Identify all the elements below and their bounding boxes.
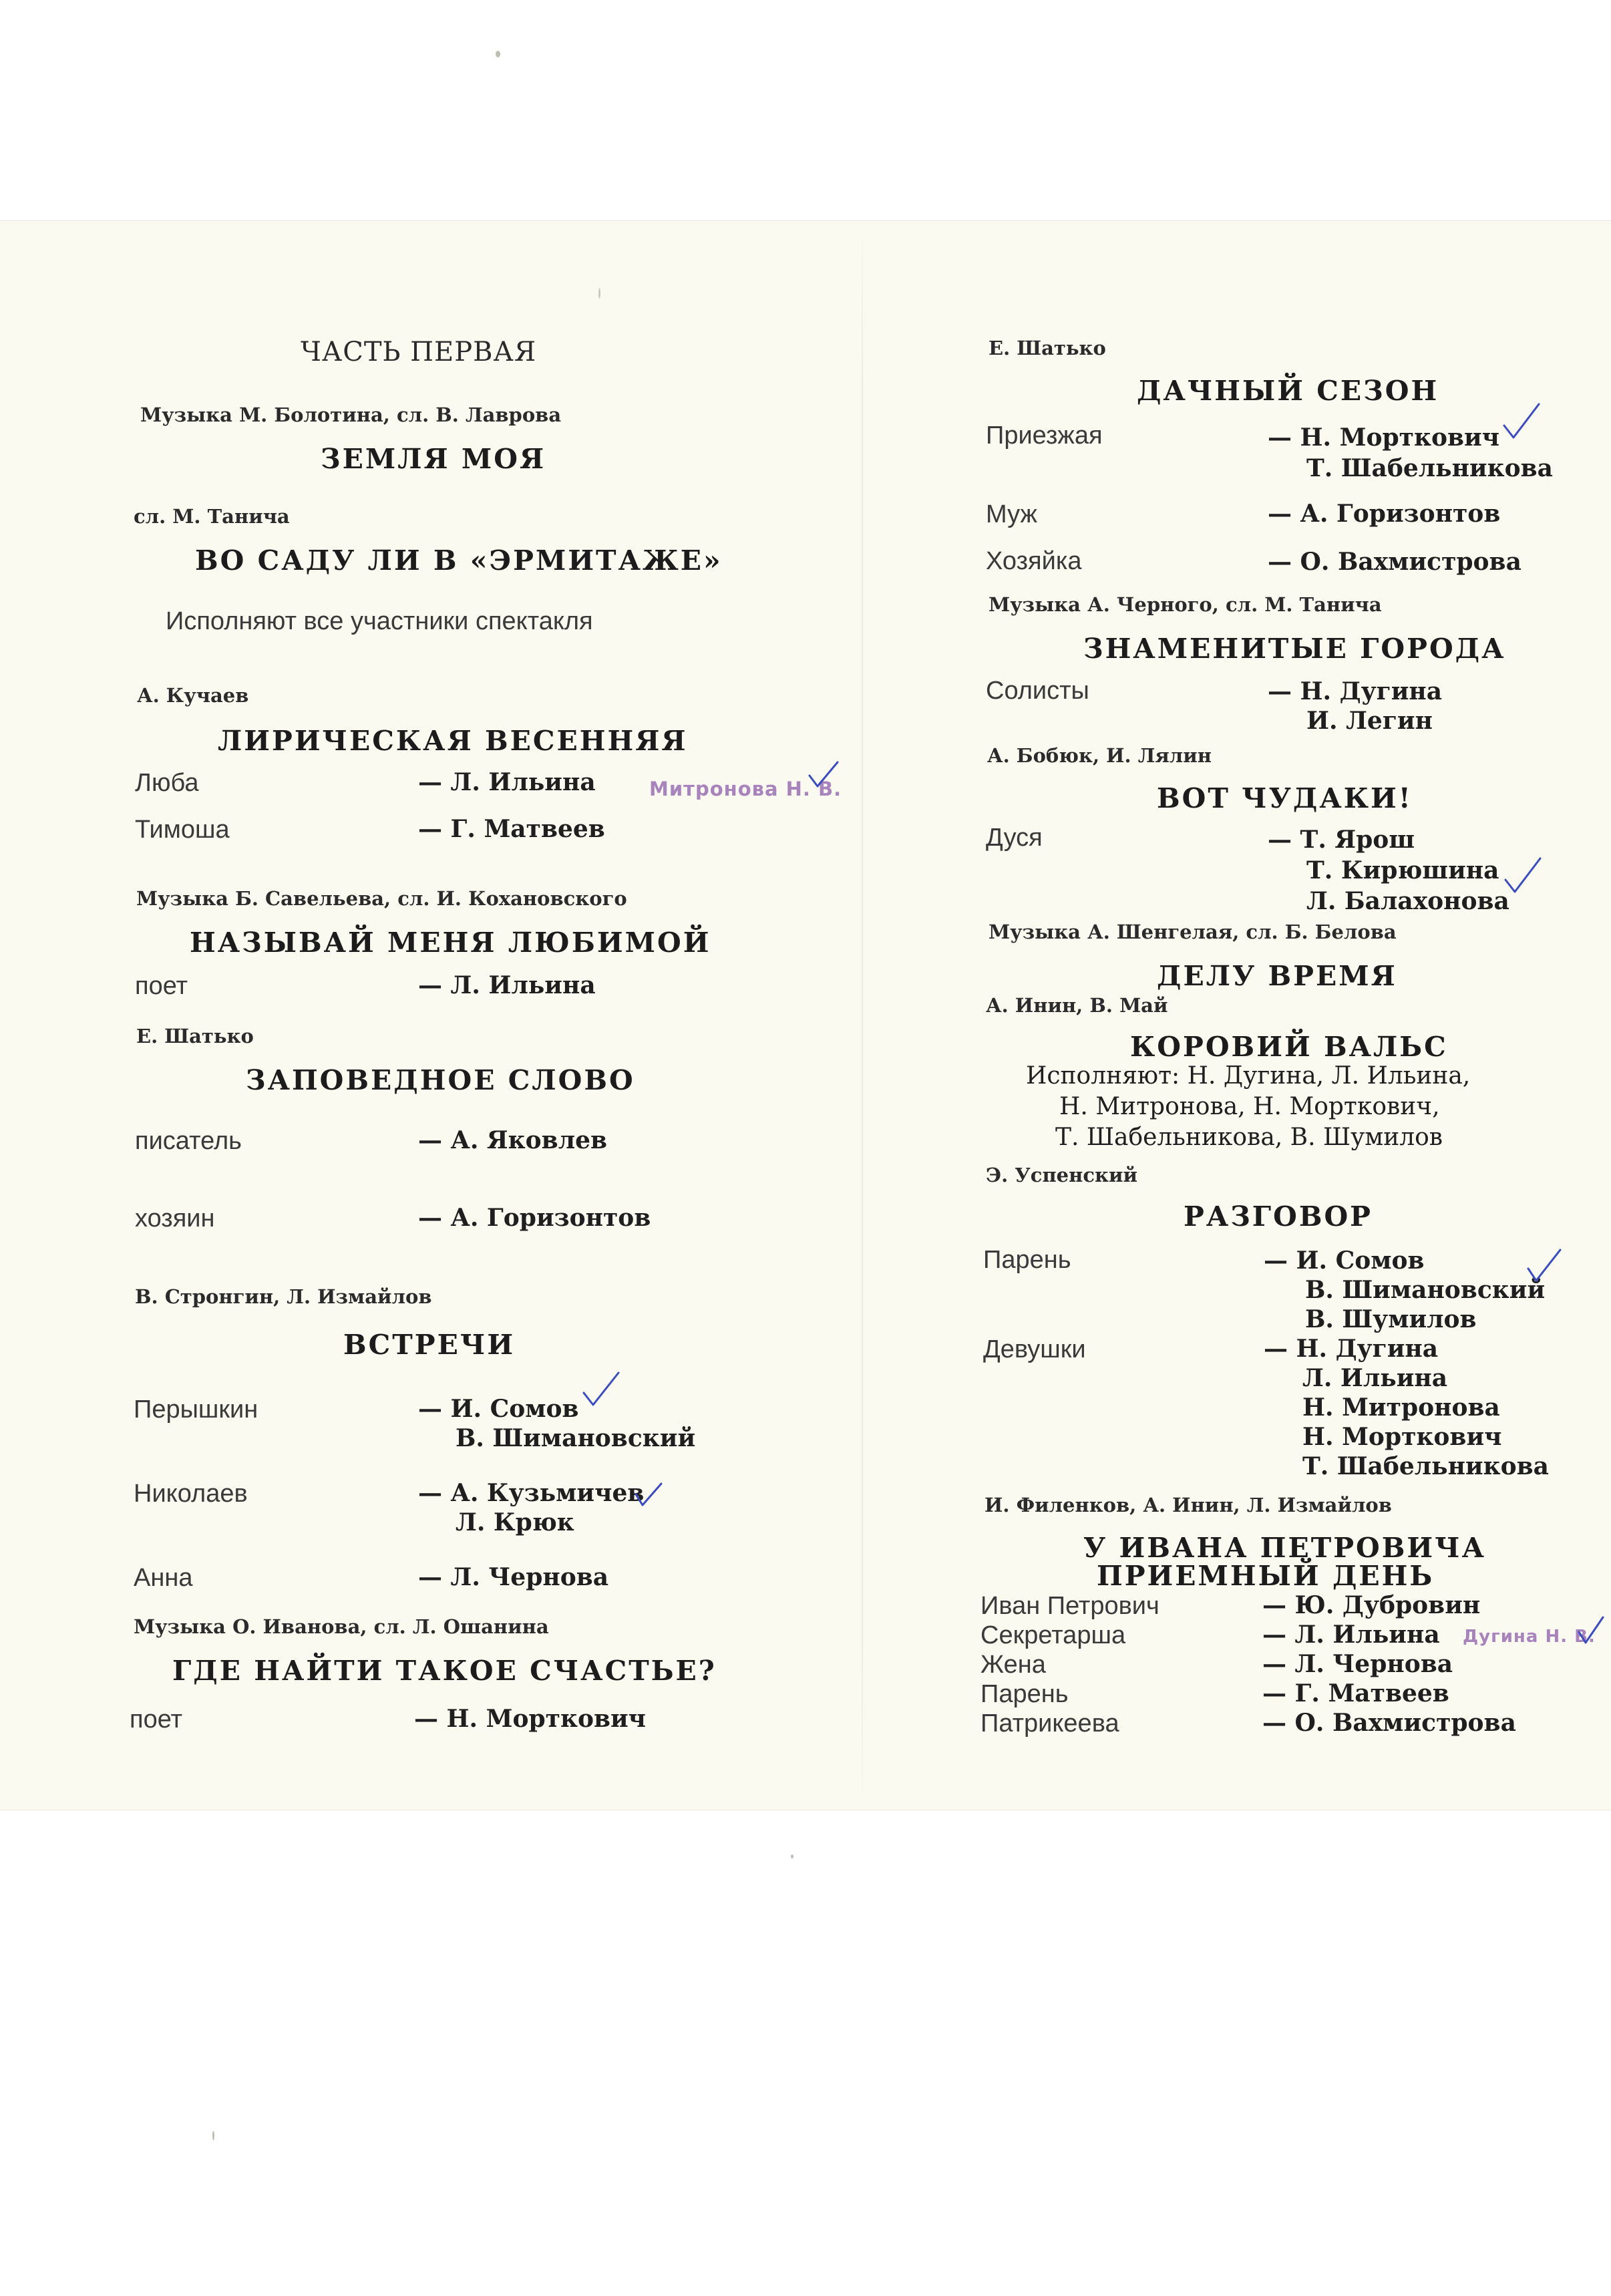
role-name: поет (130, 1705, 182, 1734)
performers-note: Исполняют: Н. Дугина, Л. Ильина, (1026, 1062, 1471, 1090)
cast-name: Т. Кирюшина (1306, 856, 1499, 884)
cast-name: В. Шимановский (1305, 1276, 1546, 1304)
role-name: Приезжая (986, 422, 1103, 450)
cast-name: — И. Сомов (1264, 1247, 1425, 1275)
song-title: ГДЕ НАЙТИ ТАКОЕ СЧАСТЬЕ? (172, 1655, 717, 1687)
cast-name: — И. Сомов (418, 1395, 579, 1423)
performers-note: Исполняют все участники спектакля (166, 607, 593, 635)
paper-speck (791, 1854, 793, 1858)
song-title: ЗНАМЕНИТЫЕ ГОРОДА (1083, 633, 1506, 665)
cast-name: — А. Горизонтов (418, 1204, 651, 1232)
paper-speck (496, 51, 500, 57)
cast-name: — А. Кузьмичев (418, 1479, 645, 1507)
role-name: Николаев (134, 1480, 248, 1508)
role-name: поет (135, 972, 188, 1000)
role-name: Парень (983, 1246, 1071, 1274)
song-title: ВСТРЕЧИ (343, 1329, 516, 1361)
cast-name: — Л. Чернова (1262, 1650, 1453, 1678)
cast-name: — Л. Чернова (418, 1563, 609, 1591)
cast-name: — А. Горизонтов (1268, 500, 1501, 528)
song-author: Е. Шатько (136, 1025, 254, 1047)
cast-name: — Н. Морткович (414, 1705, 647, 1733)
role-name: писатель (135, 1127, 242, 1155)
cast-name: — Л. Ильина (418, 768, 596, 796)
cast-name: — О. Вахмистрова (1262, 1709, 1516, 1737)
role-name: Тимоша (135, 816, 230, 844)
program-sheet (0, 220, 1611, 1810)
handwritten-check-icon (1576, 1613, 1606, 1647)
role-name: хозяин (135, 1204, 215, 1233)
cast-name: — Л. Ильина (1262, 1621, 1440, 1649)
song-title: ЗЕМЛЯ МОЯ (321, 443, 546, 475)
role-name: Парень (980, 1680, 1069, 1708)
role-name: Люба (135, 769, 199, 797)
cast-name: — Л. Ильина (418, 971, 596, 999)
cast-name: Н. Морткович (1302, 1423, 1502, 1451)
cast-name: — Ю. Дубровин (1262, 1591, 1481, 1619)
part-title: ЧАСТЬ ПЕРВАЯ (301, 337, 537, 367)
song-author: Музыка Б. Савельева, сл. И. Кохановского (136, 887, 627, 910)
role-name: Муж (986, 500, 1037, 528)
song-author: А. Бобюк, И. Лялин (987, 744, 1212, 767)
cast-name: — Н. Дугина (1268, 677, 1443, 705)
song-author: Э. Успенский (986, 1164, 1137, 1186)
handwritten-check-icon (1501, 401, 1542, 443)
song-title: ЗАПОВЕДНОЕ СЛОВО (246, 1064, 635, 1096)
role-name: Дуся (986, 824, 1043, 852)
cast-name: Н. Митронова (1302, 1393, 1500, 1422)
cast-name: — Г. Матвеев (1262, 1679, 1449, 1707)
song-title: КОРОВИЙ ВАЛЬС (1130, 1031, 1448, 1063)
song-title: РАЗГОВОР (1184, 1200, 1373, 1233)
paper-speck (212, 2131, 214, 2140)
song-author: В. Стронгин, Л. Измайлов (135, 1285, 432, 1308)
cast-name: Т. Шабельникова (1302, 1452, 1549, 1480)
cast-name: И. Легин (1306, 707, 1433, 735)
role-name: Патрикеева (980, 1709, 1119, 1738)
role-name: Анна (134, 1564, 193, 1592)
handwritten-check-icon (633, 1480, 664, 1509)
cast-name: В. Шимановский (456, 1424, 696, 1452)
song-author: И. Филенков, А. Инин, Л. Измайлов (984, 1494, 1392, 1516)
handwritten-check-icon (1526, 1247, 1563, 1286)
cast-name: Л. Крюк (456, 1508, 574, 1536)
cast-name: — А. Яковлев (418, 1126, 607, 1154)
ink-stamp: Дугина Н. В. (1463, 1627, 1596, 1647)
cast-name: — Т. Ярош (1268, 826, 1415, 854)
performers-note: Т. Шабельникова, В. Шумилов (1055, 1124, 1443, 1151)
cast-name: Л. Балахонова (1306, 887, 1509, 915)
song-author: Музыка О. Иванова, сл. Л. Ошанина (134, 1615, 549, 1638)
song-title: ВО САДУ ЛИ В «ЭРМИТАЖЕ» (195, 544, 723, 577)
handwritten-check-icon (1503, 856, 1543, 897)
song-author: Музыка А. Шенгелая, сл. Б. Белова (989, 921, 1397, 943)
song-title: У ИВАНА ПЕТРОВИЧА (1083, 1532, 1486, 1564)
song-author: Е. Шатько (989, 337, 1106, 359)
song-title: ДАЧНЫЙ СЕЗОН (1137, 375, 1439, 407)
song-author: Музыка А. Черного, сл. М. Танича (989, 593, 1382, 616)
handwritten-check-icon (581, 1370, 621, 1410)
role-name: Солисты (986, 677, 1089, 705)
song-author: сл. М. Танича (134, 505, 290, 528)
handwritten-check-icon (807, 760, 840, 790)
song-title: НАЗЫВАЙ МЕНЯ ЛЮБИМОЙ (190, 927, 711, 959)
cast-name: — О. Вахмистрова (1268, 548, 1522, 576)
paper-speck (598, 288, 600, 299)
song-author: А. Кучаев (137, 684, 249, 707)
cast-name: Т. Шабельникова (1306, 454, 1553, 482)
cast-name: Л. Ильина (1302, 1364, 1448, 1392)
song-title: ДЕЛУ ВРЕМЯ (1157, 960, 1397, 992)
role-name: Секретарша (980, 1621, 1126, 1649)
role-name: Девушки (983, 1335, 1086, 1363)
ink-stamp: Митронова Н. В. (649, 778, 842, 800)
role-name: Перышкин (134, 1396, 258, 1424)
song-title: ВОТ ЧУДАКИ! (1157, 782, 1413, 814)
cast-name: В. Шумилов (1305, 1305, 1477, 1333)
page-fold (862, 221, 863, 1810)
song-title: ПРИЕМНЫЙ ДЕНЬ (1097, 1560, 1435, 1592)
cast-name: — Н. Морткович (1268, 424, 1500, 452)
cast-name: — Г. Матвеев (418, 815, 605, 843)
role-name: Жена (980, 1651, 1046, 1679)
cast-name: — Н. Дугина (1264, 1335, 1439, 1363)
role-name: Хозяйка (986, 547, 1082, 575)
role-name: Иван Петрович (980, 1592, 1159, 1620)
song-title: ЛИРИЧЕСКАЯ ВЕСЕННЯЯ (218, 725, 688, 757)
song-author: А. Инин, В. Май (986, 994, 1168, 1017)
performers-note: Н. Митронова, Н. Морткович, (1059, 1093, 1440, 1120)
song-author: Музыка М. Болотина, сл. В. Лаврова (140, 403, 562, 426)
